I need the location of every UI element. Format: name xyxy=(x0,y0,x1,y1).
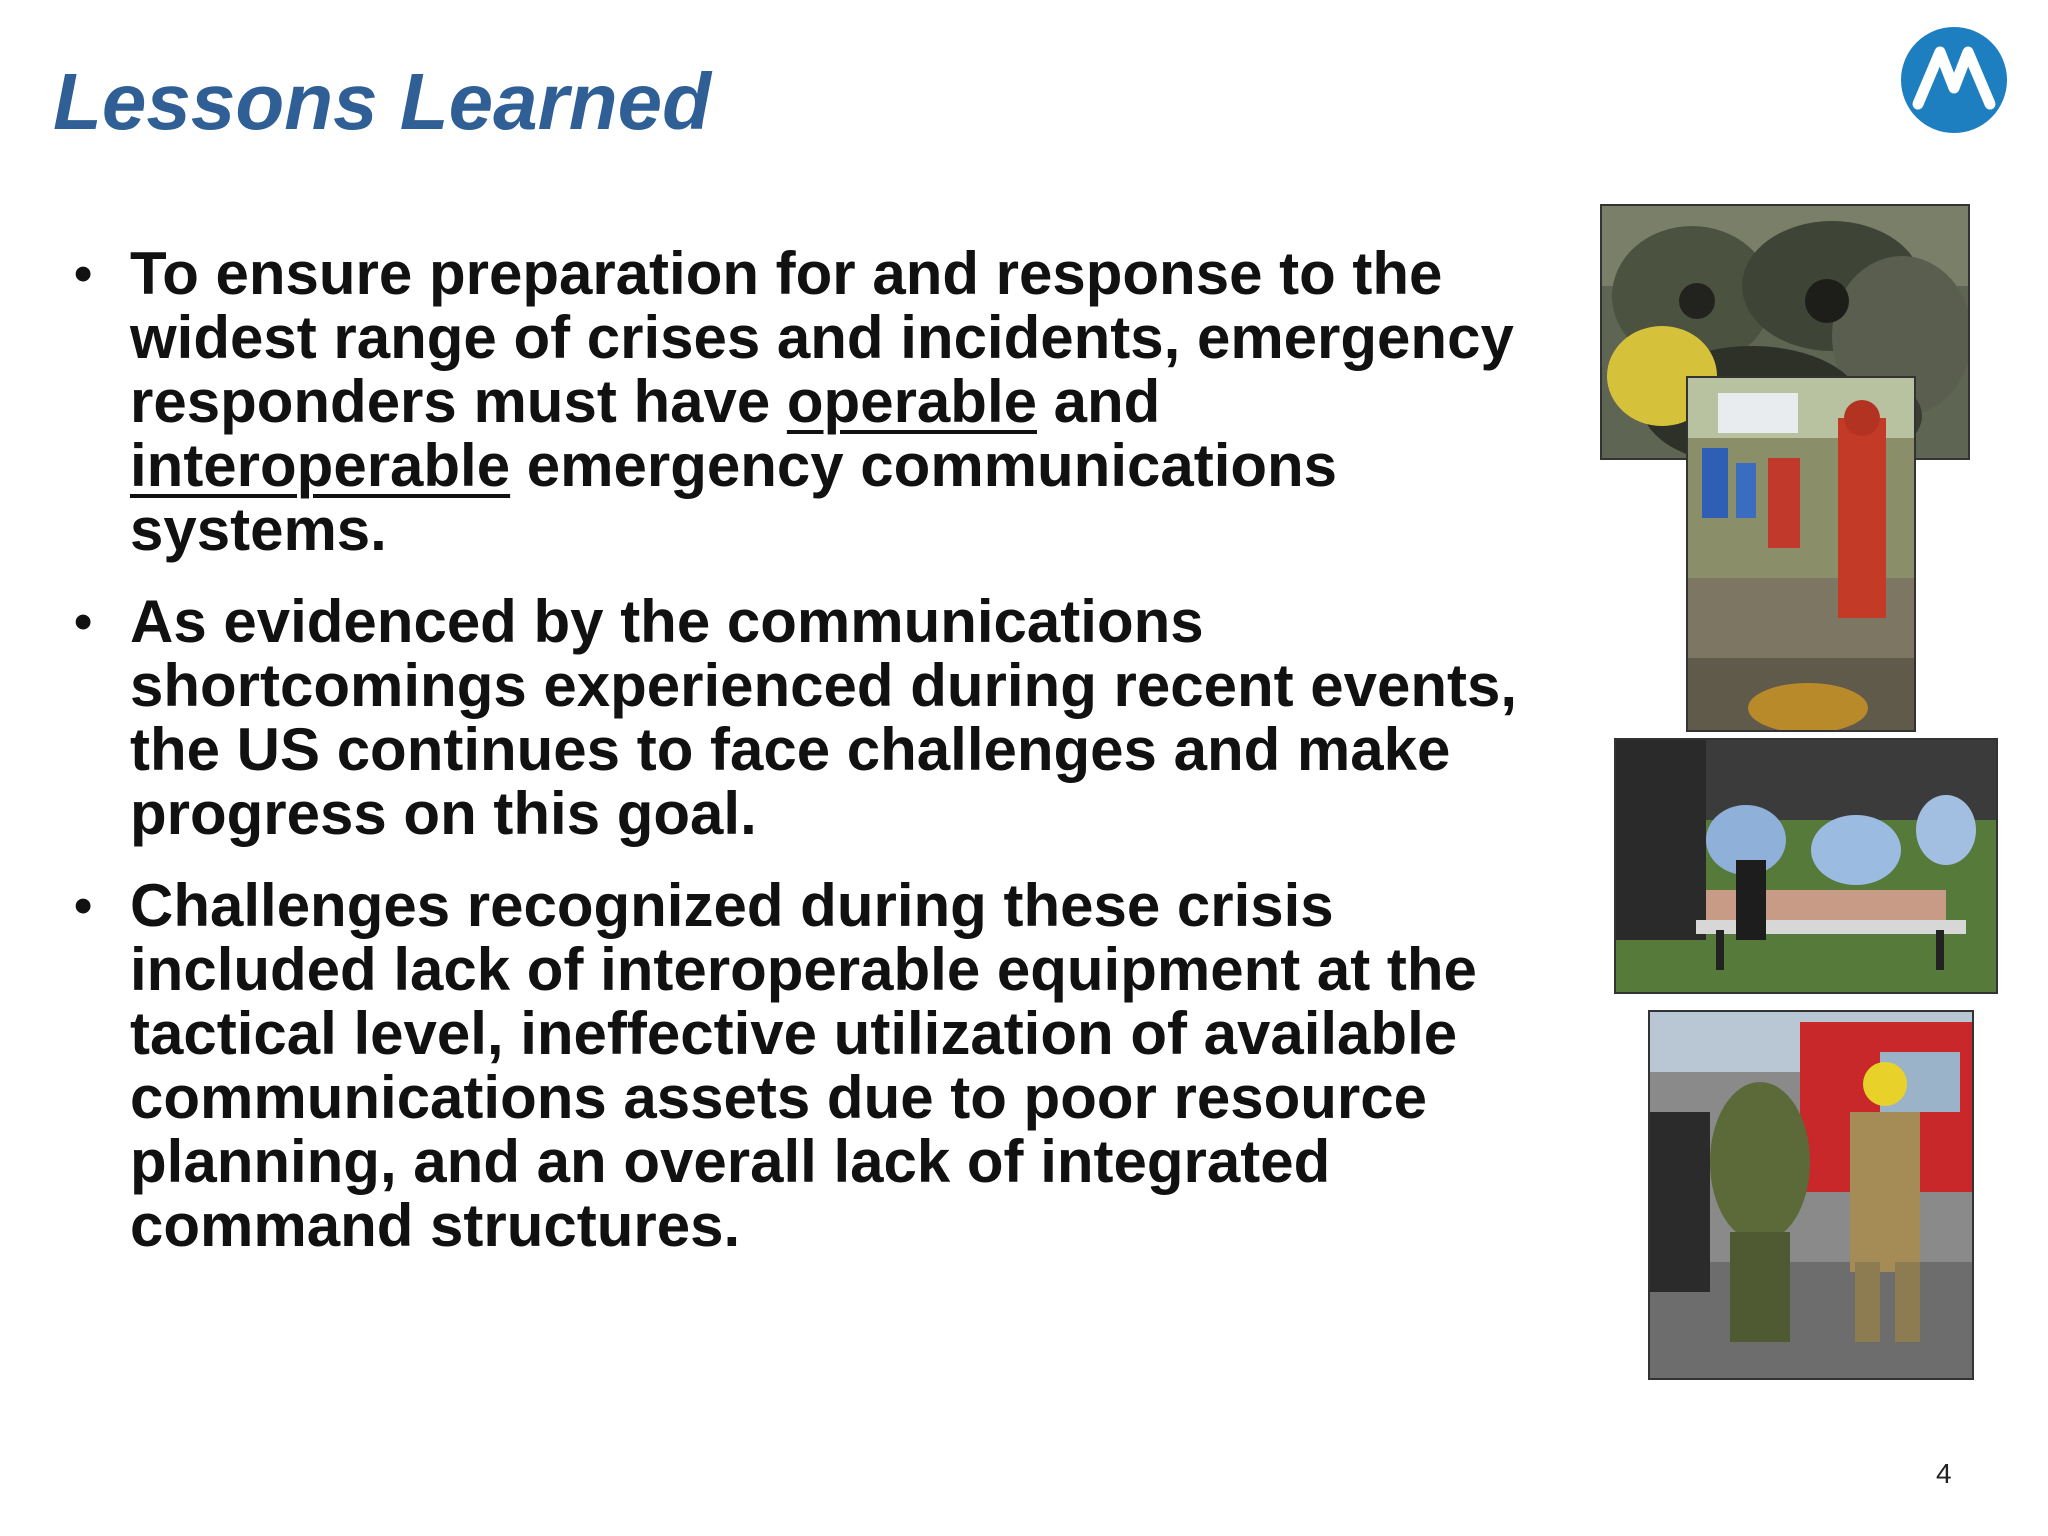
bullet-item xyxy=(70,242,1550,562)
underlined-term: operable xyxy=(786,368,1037,435)
bullet-marker: • xyxy=(74,877,93,935)
bullet-marker: • xyxy=(74,593,93,651)
paramedics-stretcher-photo xyxy=(1614,738,1998,994)
underlined-term: interoperable xyxy=(130,432,511,499)
bullet-item xyxy=(70,590,1550,846)
hazmat-suits-field-photo xyxy=(1686,376,1916,732)
bullet-marker: • xyxy=(74,245,93,303)
motorola-logo-icon xyxy=(1900,26,2008,134)
slide-title: Lessons Learned xyxy=(53,57,712,146)
bullet-text: As evidenced by the communications shortcomings experienced during recent events, the US continues to face challenges and make progress on this goal. xyxy=(130,588,1518,847)
bullet-list xyxy=(70,242,1550,1286)
bullet-text: Challenges recognized during these crisis included lack of interoperable equipment at the tactical level, ineffective utilization of available communications assets due to poor resource planning, and an overall lack of integrated command structures. xyxy=(130,872,1477,1259)
bullet-item xyxy=(70,874,1550,1258)
firefighter-bomb-suit-photo xyxy=(1648,1010,1974,1380)
bullet-text: To ensure preparation for and response to the widest range of crises and incidents, emergency responders must have operable and interoperable emergency communications systems. xyxy=(130,240,1514,563)
page-number: 4 xyxy=(1936,1458,1952,1489)
